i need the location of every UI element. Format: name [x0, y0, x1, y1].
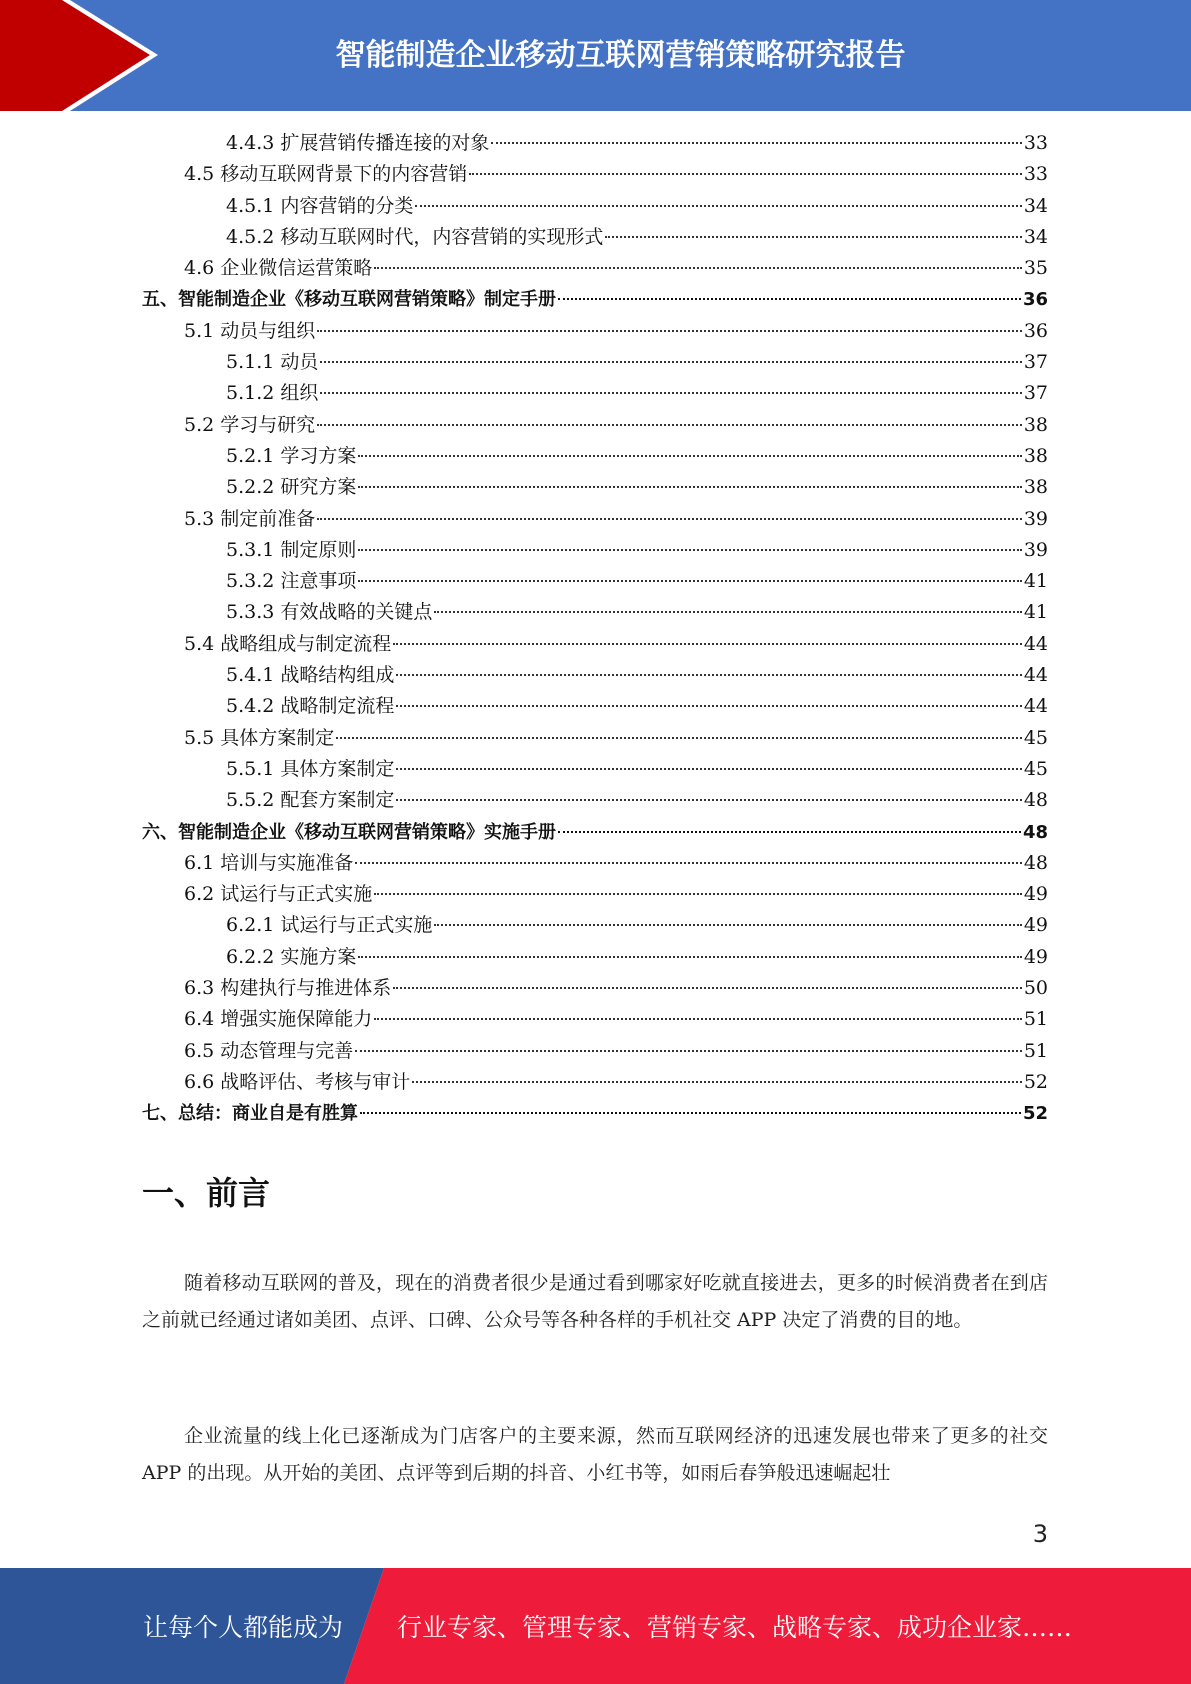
- toc-leader-dots: [605, 236, 1021, 238]
- toc-entry-label: 5.3.3 有效战略的关键点: [226, 601, 433, 624]
- toc-entry[interactable]: [142, 848, 1048, 879]
- toc-entry-label: 6.1 培训与实施准备: [184, 851, 354, 874]
- chevron-arrow-icon: [0, 0, 160, 111]
- toc-entry-label: 4.6 企业微信运营策略: [184, 257, 373, 280]
- page-number: 3: [1032, 1520, 1048, 1548]
- toc-entry-label: 5.1.2 组织: [226, 382, 319, 405]
- toc-leader-dots: [469, 173, 1022, 175]
- toc-entry-label: 4.5.2 移动互联网时代，内容营销的实现形式: [226, 225, 604, 248]
- report-title: 智能制造企业移动互联网营销策略研究报告: [335, 38, 906, 73]
- toc-entry[interactable]: [142, 660, 1048, 691]
- toc-entry-label: 5.4 战略组成与制定流程: [184, 632, 392, 655]
- toc-entry-page: 39: [1023, 507, 1048, 530]
- toc-entry[interactable]: [142, 222, 1048, 253]
- toc-entry[interactable]: [142, 441, 1048, 472]
- toc-entry-label: 5.5.2 配套方案制定: [226, 789, 395, 812]
- toc-entry-page: 33: [1023, 132, 1048, 154]
- toc-entry[interactable]: [142, 817, 1048, 848]
- paragraph-1: 随着移动互联网的普及，现在的消费者很少是通过看到哪家好吃就直接进去，更多的时候消费者在到店之前就已经通过诸如美团、点评、口碑、公众号等各种各样的手机社交 APP 决定了消费的目的地。: [142, 1272, 1048, 1331]
- toc-leader-dots: [355, 862, 1022, 864]
- toc-entry-label: 5.3 制定前准备: [184, 507, 316, 530]
- toc-entry-label: 5.4.2 战略制定流程: [226, 695, 395, 718]
- toc-leader-dots: [317, 518, 1022, 520]
- toc-entry-page: 52: [1022, 1103, 1048, 1125]
- toc-leader-dots: [415, 205, 1021, 207]
- toc-entry[interactable]: [142, 378, 1048, 409]
- toc-entry-page: 44: [1023, 664, 1048, 687]
- toc-entry-label: 六、智能制造企业《移动互联网营销策略》实施手册: [142, 821, 556, 843]
- toc-entry[interactable]: [142, 410, 1048, 441]
- toc-entry[interactable]: [142, 597, 1048, 628]
- toc-entry-label: 6.5 动态管理与完善: [184, 1039, 354, 1062]
- toc-entry-page: 36: [1022, 289, 1048, 311]
- paragraph-2: 企业流量的线上化已逐渐成为门店客户的主要来源，然而互联网经济的迅速发展也带来了更多的社交 APP 的出现。从开始的美团、点评等到后期的抖音、小红书等，如雨后春笋般迅速崛起壮: [142, 1425, 1048, 1484]
- toc-entry-page: 52: [1023, 1070, 1048, 1093]
- toc-entry-page: 38: [1023, 476, 1048, 499]
- toc-entry-page: 33: [1023, 163, 1048, 186]
- toc-entry-page: 49: [1023, 883, 1048, 906]
- toc-entry-label: 4.5 移动互联网背景下的内容营销: [184, 163, 468, 186]
- toc-entry-page: 38: [1023, 444, 1048, 467]
- toc-leader-dots: [355, 1050, 1022, 1052]
- toc-entry-page: 51: [1023, 1008, 1048, 1031]
- toc-entry[interactable]: [142, 691, 1048, 722]
- toc-entry-label: 6.4 增强实施保障能力: [184, 1008, 373, 1031]
- toc-entry-label: 6.2.2 实施方案: [226, 945, 357, 968]
- toc-entry-page: 35: [1023, 257, 1048, 280]
- toc-entry[interactable]: [142, 973, 1048, 1004]
- toc-entry-label: 5.1.1 动员: [226, 351, 319, 374]
- toc-entry[interactable]: [142, 942, 1048, 973]
- toc-entry-page: 36: [1023, 319, 1048, 342]
- toc-leader-dots: [317, 424, 1022, 426]
- toc-entry-label: 5.3.2 注意事项: [226, 570, 357, 593]
- toc-leader-dots: [434, 924, 1021, 926]
- toc-leader-dots: [393, 643, 1022, 645]
- toc-entry-label: 6.2.1 试运行与正式实施: [226, 914, 433, 937]
- toc-entry[interactable]: [142, 910, 1048, 941]
- toc-entry-label: 五、智能制造企业《移动互联网营销策略》制定手册: [142, 289, 556, 311]
- toc-entry-page: 48: [1023, 789, 1048, 812]
- toc-entry-label: 5.2.1 学习方案: [226, 444, 357, 467]
- toc-leader-dots: [374, 893, 1022, 895]
- toc-entry-label: 5.4.1 战略结构组成: [226, 664, 395, 687]
- toc-entry[interactable]: [142, 1036, 1048, 1067]
- toc-entry-label: 4.4.3 扩展营销传播连接的对象: [226, 132, 490, 154]
- toc-entry[interactable]: [142, 629, 1048, 660]
- toc-leader-dots: [374, 267, 1022, 269]
- toc-entry[interactable]: [142, 284, 1048, 315]
- toc-leader-dots: [320, 392, 1021, 394]
- toc-entry-page: 38: [1023, 413, 1048, 436]
- toc-entry-label: 5.5 具体方案制定: [184, 726, 335, 749]
- toc-entry[interactable]: [142, 128, 1048, 159]
- toc-entry-page: 49: [1023, 945, 1048, 968]
- toc-entry-label: 6.6 战略评估、考核与审计: [184, 1070, 411, 1093]
- toc-entry-label: 5.2.2 研究方案: [226, 476, 357, 499]
- toc-entry[interactable]: [142, 566, 1048, 597]
- toc-entry-label: 6.2 试运行与正式实施: [184, 883, 373, 906]
- toc-entry-label: 5.2 学习与研究: [184, 413, 316, 436]
- toc-entry-page: 34: [1023, 225, 1048, 248]
- section-heading: 一、前言: [142, 1174, 271, 1212]
- toc-entry[interactable]: [142, 754, 1048, 785]
- toc-leader-dots: [374, 1018, 1022, 1020]
- toc-entry[interactable]: [142, 472, 1048, 503]
- toc-leader-dots: [396, 799, 1021, 801]
- toc-entry-page: 44: [1023, 632, 1048, 655]
- toc-entry-page: 37: [1023, 382, 1048, 405]
- toc-entry-page: 50: [1023, 977, 1048, 1000]
- toc-entry-label: 七、总结：商业自是有胜算: [142, 1103, 358, 1125]
- toc-entry-label: 5.3.1 制定原则: [226, 538, 357, 561]
- toc-leader-dots: [558, 831, 1021, 833]
- toc-entry-label: 4.5.1 内容营销的分类: [226, 194, 414, 217]
- toc-leader-dots: [491, 142, 1021, 144]
- toc-leader-dots: [412, 1081, 1022, 1083]
- page-header: [0, 0, 1191, 111]
- toc-entry[interactable]: [142, 191, 1048, 222]
- toc-entry-page: 49: [1023, 914, 1048, 937]
- toc-entry[interactable]: [142, 504, 1048, 535]
- toc-entry[interactable]: [142, 1067, 1048, 1098]
- toc-entry[interactable]: [142, 347, 1048, 378]
- toc-leader-dots: [393, 987, 1022, 989]
- toc-leader-dots: [358, 956, 1021, 958]
- toc-entry-label: 6.3 构建执行与推进体系: [184, 977, 392, 1000]
- toc-entry[interactable]: [142, 879, 1048, 910]
- toc-leader-dots: [358, 455, 1021, 457]
- toc-entry-label: 5.5.1 具体方案制定: [226, 757, 395, 780]
- page-footer: [0, 1568, 1191, 1684]
- toc-entry-page: 41: [1023, 570, 1048, 593]
- toc-entry-page: 41: [1023, 601, 1048, 624]
- toc-entry-page: 45: [1023, 726, 1048, 749]
- toc-leader-dots: [320, 361, 1021, 363]
- toc-entry[interactable]: [142, 535, 1048, 566]
- toc-entry-page: 45: [1023, 757, 1048, 780]
- toc-entry-page: 48: [1022, 821, 1048, 843]
- toc-entry-page: 37: [1023, 351, 1048, 374]
- toc-leader-dots: [396, 674, 1021, 676]
- toc-leader-dots: [336, 737, 1022, 739]
- toc-leader-dots: [317, 330, 1022, 332]
- toc-entry[interactable]: [142, 316, 1048, 347]
- toc-entry[interactable]: [142, 785, 1048, 816]
- toc-entry-label: 5.1 动员与组织: [184, 319, 316, 342]
- toc-entry[interactable]: [142, 723, 1048, 754]
- table-of-contents: [142, 128, 1048, 1130]
- toc-entry-page: 51: [1023, 1039, 1048, 1062]
- toc-entry-page: 34: [1023, 194, 1048, 217]
- footer-right-text: 行业专家、管理专家、营销专家、战略专家、成功企业家……: [397, 1613, 1073, 1642]
- toc-entry[interactable]: [142, 1098, 1048, 1129]
- toc-leader-dots: [396, 705, 1021, 707]
- toc-leader-dots: [358, 486, 1021, 488]
- toc-leader-dots: [358, 549, 1021, 551]
- toc-entry[interactable]: [142, 253, 1048, 284]
- toc-entry-page: 39: [1023, 538, 1048, 561]
- footer-left-text: 让每个人都能成为: [143, 1613, 344, 1642]
- toc-leader-dots: [434, 611, 1021, 613]
- toc-entry-page: 44: [1023, 695, 1048, 718]
- toc-leader-dots: [360, 1112, 1021, 1114]
- toc-leader-dots: [558, 298, 1021, 300]
- toc-entry[interactable]: [142, 159, 1048, 190]
- toc-leader-dots: [396, 768, 1021, 770]
- toc-leader-dots: [358, 580, 1021, 582]
- toc-entry-page: 48: [1023, 851, 1048, 874]
- toc-entry[interactable]: [142, 1004, 1048, 1035]
